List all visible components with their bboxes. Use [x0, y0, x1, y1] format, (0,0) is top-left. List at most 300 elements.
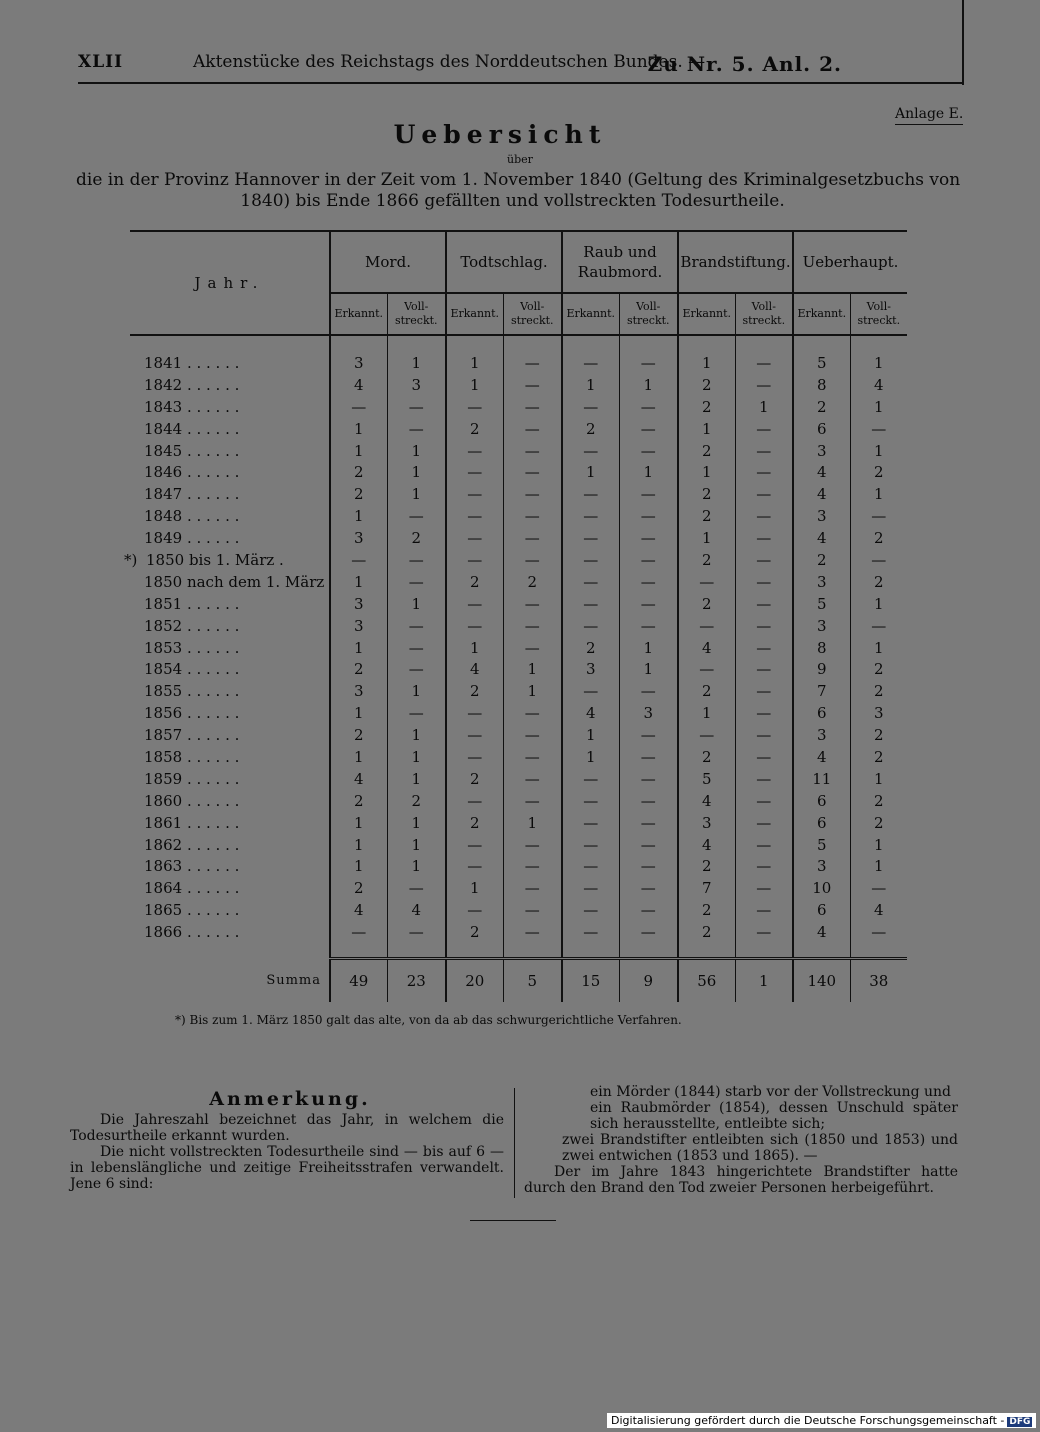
value-cell: — [619, 615, 678, 637]
year-cell [130, 615, 330, 637]
title-connector: über [507, 153, 533, 166]
table-row [130, 461, 907, 483]
year-label: 1864 . . . . . . [144, 879, 240, 898]
value-cell: 1 [850, 768, 907, 790]
value-cell: 2 [387, 790, 446, 812]
value-cell: 1 [330, 855, 387, 877]
value-cell: — [735, 899, 793, 921]
subheader-vollstreckt: Voll-streckt. [735, 293, 793, 335]
year-cell [130, 877, 330, 899]
year-cell [130, 440, 330, 462]
value-cell: — [446, 483, 503, 505]
summa-value: 56 [678, 959, 735, 1003]
table-row [130, 834, 907, 856]
value-cell: — [503, 768, 562, 790]
year-label: 1847 . . . . . . [144, 485, 240, 504]
value-cell: — [619, 680, 678, 702]
value-cell: — [562, 877, 619, 899]
value-cell: — [619, 746, 678, 768]
year-label: 1844 . . . . . . [144, 419, 240, 438]
value-cell: — [562, 680, 619, 702]
value-cell: 6 [793, 418, 850, 440]
value-cell: 1 [330, 571, 387, 593]
year-cell [130, 899, 330, 921]
remark-paragraph: Die Jahreszahl bezeichnet das Jahr, in welchem die Todesurtheile erkannt wurden. [70, 1112, 504, 1144]
value-cell: 4 [793, 483, 850, 505]
value-cell: — [503, 855, 562, 877]
value-cell: 4 [446, 658, 503, 680]
value-cell: 3 [330, 593, 387, 615]
value-cell: 4 [793, 746, 850, 768]
year-label: 1843 . . . . . . [144, 397, 240, 416]
value-cell: 2 [446, 921, 503, 943]
value-cell: — [619, 418, 678, 440]
year-cell [130, 921, 330, 943]
value-cell: — [503, 899, 562, 921]
year-label: 1855 . . . . . . [144, 682, 240, 701]
value-cell: 4 [330, 899, 387, 921]
value-cell: 1 [850, 440, 907, 462]
table-row [130, 768, 907, 790]
value-cell: — [850, 921, 907, 943]
value-cell: — [503, 921, 562, 943]
value-cell: — [330, 549, 387, 571]
value-cell: — [387, 877, 446, 899]
value-cell: 3 [330, 335, 387, 374]
table-row [130, 637, 907, 659]
value-cell: — [735, 549, 793, 571]
year-label: 1848 . . . . . . [144, 507, 240, 526]
value-cell: 3 [793, 571, 850, 593]
value-cell: 4 [562, 702, 619, 724]
running-title: Aktenstücke des Reichstags des Norddeutschen Bundes. — [193, 52, 706, 72]
value-cell: 2 [850, 790, 907, 812]
table-row [130, 746, 907, 768]
year-label: 1860 . . . . . . [144, 791, 240, 810]
value-cell: 3 [619, 702, 678, 724]
value-cell: — [387, 615, 446, 637]
value-cell: 2 [678, 374, 735, 396]
year-label: 1858 . . . . . . [144, 747, 240, 766]
page-header [78, 52, 962, 82]
value-cell: — [503, 637, 562, 659]
value-cell: — [619, 335, 678, 374]
value-cell: 4 [330, 768, 387, 790]
value-cell: — [446, 855, 503, 877]
value-cell: — [562, 527, 619, 549]
footnote: *) Bis zum 1. März 1850 galt das alte, von da ab das schwurgerichtliche Verfahren. [175, 1013, 682, 1027]
value-cell: 1 [387, 335, 446, 374]
value-cell: — [387, 549, 446, 571]
value-cell: 1 [678, 418, 735, 440]
value-cell: 2 [678, 921, 735, 943]
value-cell: 2 [793, 549, 850, 571]
value-cell: 1 [562, 746, 619, 768]
summa-value: 140 [793, 959, 850, 1003]
value-cell: — [503, 549, 562, 571]
summa-value: 15 [562, 959, 619, 1003]
remark-line: zwei Brandstifter entleibten sich (1850 und 1853) und zwei entwichen (1853 und 1865). — [562, 1132, 958, 1164]
footer-text: Digitalisierung gefördert durch die Deutsche Forschungsgemeinschaft - [611, 1414, 1005, 1427]
value-cell: — [562, 834, 619, 856]
value-cell: 1 [387, 768, 446, 790]
value-cell: 1 [446, 877, 503, 899]
value-cell: 2 [678, 746, 735, 768]
value-cell: — [619, 527, 678, 549]
value-cell: — [503, 335, 562, 374]
subheader-erkannt: Erkannt. [446, 293, 503, 335]
year-cell [130, 812, 330, 834]
value-cell: — [503, 396, 562, 418]
value-cell: — [735, 335, 793, 374]
summa-value: 5 [503, 959, 562, 1003]
value-cell: 2 [330, 483, 387, 505]
separator-cell [446, 943, 503, 959]
value-cell: 7 [793, 680, 850, 702]
summa-value: 1 [735, 959, 793, 1003]
remark-paragraph: Die nicht vollstreckten Todesurtheile sind — bis auf 6 — in lebenslängliche und zeitige Freiheitsstrafen verwandelt. Jene 6 sind: [70, 1144, 504, 1192]
year-cell [130, 374, 330, 396]
value-cell: 2 [850, 658, 907, 680]
value-cell: 1 [619, 658, 678, 680]
table-row [130, 615, 907, 637]
value-cell: — [503, 505, 562, 527]
value-cell: 3 [793, 724, 850, 746]
value-cell: — [446, 505, 503, 527]
value-cell: 4 [330, 374, 387, 396]
value-cell: 1 [503, 812, 562, 834]
value-cell: 2 [562, 637, 619, 659]
value-cell: 2 [678, 505, 735, 527]
value-cell: 4 [850, 374, 907, 396]
value-cell: — [619, 505, 678, 527]
table-row [130, 440, 907, 462]
value-cell: 1 [387, 812, 446, 834]
value-cell: 6 [793, 702, 850, 724]
value-cell: — [619, 855, 678, 877]
value-cell: 1 [387, 855, 446, 877]
value-cell: 1 [850, 483, 907, 505]
table-row [130, 921, 907, 943]
value-cell: — [735, 855, 793, 877]
subtitle-line-1: die in der Provinz Hannover in der Zeit vom 1. November 1840 (Geltung des Kriminalgesetzbuchs von [76, 170, 961, 190]
separator-cell [387, 943, 446, 959]
value-cell: 3 [793, 855, 850, 877]
table-row [130, 812, 907, 834]
year-label: 1866 . . . . . . [144, 923, 240, 942]
group-header-todtschlag: Todtschlag. [446, 231, 562, 293]
value-cell: — [735, 768, 793, 790]
value-cell: 1 [678, 702, 735, 724]
value-cell: 1 [330, 637, 387, 659]
value-cell: — [330, 396, 387, 418]
value-cell: 1 [387, 593, 446, 615]
year-cell [130, 483, 330, 505]
value-cell: — [446, 396, 503, 418]
value-cell: 1 [619, 374, 678, 396]
value-cell: 8 [793, 374, 850, 396]
value-cell: — [503, 593, 562, 615]
subheader-erkannt: Erkannt. [562, 293, 619, 335]
value-cell: — [735, 680, 793, 702]
value-cell: — [562, 899, 619, 921]
value-cell: 3 [330, 615, 387, 637]
table-row [130, 593, 907, 615]
summa-value: 23 [387, 959, 446, 1003]
year-label: 1849 . . . . . . [144, 529, 240, 548]
summa-value: 38 [850, 959, 907, 1003]
value-cell: 1 [562, 461, 619, 483]
value-cell: — [503, 461, 562, 483]
year-cell [130, 527, 330, 549]
value-cell: 5 [678, 768, 735, 790]
value-cell: — [562, 335, 619, 374]
table-row [130, 505, 907, 527]
value-cell: — [619, 834, 678, 856]
value-cell: — [562, 593, 619, 615]
year-cell [130, 702, 330, 724]
value-cell: — [735, 812, 793, 834]
page-number: XLII [78, 52, 124, 72]
value-cell: — [850, 615, 907, 637]
value-cell: — [562, 396, 619, 418]
value-cell: 1 [850, 396, 907, 418]
value-cell: — [503, 834, 562, 856]
document-reference: Zu Nr. 5. Anl. 2. [647, 52, 842, 76]
value-cell: — [503, 483, 562, 505]
remark-paragraph: Der im Jahre 1843 hingerichtete Brandstifter hatte durch den Brand den Tod zweier Personen herbeigeführt. [524, 1164, 958, 1196]
value-cell: 1 [619, 637, 678, 659]
value-cell: 3 [330, 680, 387, 702]
value-cell: — [446, 834, 503, 856]
summa-label: Summa [266, 972, 321, 988]
value-cell: 1 [387, 680, 446, 702]
year-cell [130, 637, 330, 659]
value-cell: 2 [387, 527, 446, 549]
value-cell: 4 [387, 899, 446, 921]
value-cell: 4 [678, 637, 735, 659]
year-label: 1853 . . . . . . [144, 638, 240, 657]
value-cell: — [735, 921, 793, 943]
year-label: 1859 . . . . . . [144, 769, 240, 788]
value-cell: 6 [793, 899, 850, 921]
value-cell: 1 [330, 834, 387, 856]
year-cell [130, 834, 330, 856]
table-row [130, 855, 907, 877]
summa-separator [130, 943, 907, 959]
year-label: 1862 . . . . . . [144, 835, 240, 854]
subheader-vollstreckt: Voll-streckt. [619, 293, 678, 335]
value-cell: — [735, 505, 793, 527]
table-row [130, 335, 907, 374]
value-cell: 7 [678, 877, 735, 899]
value-cell: — [446, 461, 503, 483]
value-cell: — [387, 658, 446, 680]
value-cell: 1 [562, 374, 619, 396]
summa-value: 20 [446, 959, 503, 1003]
value-cell: 1 [850, 855, 907, 877]
value-cell: — [503, 877, 562, 899]
value-cell: — [446, 549, 503, 571]
value-cell: — [562, 615, 619, 637]
subheader-vollstreckt: Voll-streckt. [850, 293, 907, 335]
annex-label: Anlage E. [895, 106, 964, 122]
value-cell: 2 [446, 680, 503, 702]
value-cell: 4 [678, 790, 735, 812]
value-cell: — [503, 418, 562, 440]
value-cell: 2 [678, 855, 735, 877]
year-label: 1851 . . . . . . [144, 594, 240, 613]
value-cell: 2 [330, 790, 387, 812]
value-cell: — [446, 746, 503, 768]
value-cell: — [735, 461, 793, 483]
group-header-raub: Raub und Raubmord. [562, 231, 678, 293]
year-cell [130, 461, 330, 483]
year-label: 1841 . . . . . . [144, 353, 240, 372]
separator-cell [503, 943, 562, 959]
table-row [130, 527, 907, 549]
value-cell: 1 [678, 461, 735, 483]
value-cell: — [678, 571, 735, 593]
value-cell: — [446, 440, 503, 462]
dfg-logo: DFG [1009, 1417, 1031, 1427]
value-cell: — [562, 855, 619, 877]
value-cell: 1 [678, 335, 735, 374]
value-cell: — [562, 571, 619, 593]
value-cell: — [619, 921, 678, 943]
death-sentence-table [124, 230, 907, 1002]
value-cell: 3 [793, 505, 850, 527]
value-cell: 1 [330, 418, 387, 440]
value-cell: 3 [793, 440, 850, 462]
group-header-ueberhaupt: Ueberhaupt. [793, 231, 907, 293]
year-cell [130, 505, 330, 527]
value-cell: 8 [793, 637, 850, 659]
separator-cell [793, 943, 850, 959]
column-separator [514, 1088, 515, 1198]
table-row [130, 899, 907, 921]
digitization-footer [607, 1413, 1036, 1428]
value-cell: — [503, 440, 562, 462]
subheader-erkannt: Erkannt. [678, 293, 735, 335]
value-cell: — [735, 702, 793, 724]
value-cell: — [619, 440, 678, 462]
value-cell: — [562, 812, 619, 834]
value-cell: 1 [446, 374, 503, 396]
value-cell: 1 [850, 834, 907, 856]
value-cell: — [735, 615, 793, 637]
value-cell: — [446, 724, 503, 746]
subtitle-line-2: 1840) bis Ende 1866 gefällten und vollstreckten Todesurtheile. [240, 191, 785, 211]
value-cell: 11 [793, 768, 850, 790]
table-row [130, 680, 907, 702]
table-row [130, 483, 907, 505]
table-row [130, 790, 907, 812]
table-row [130, 877, 907, 899]
value-cell: 4 [678, 834, 735, 856]
year-label: 1857 . . . . . . [144, 726, 240, 745]
value-cell: — [850, 418, 907, 440]
value-cell: 2 [562, 418, 619, 440]
value-cell: 2 [678, 440, 735, 462]
value-cell: 10 [793, 877, 850, 899]
value-cell: 1 [387, 746, 446, 768]
value-cell: — [446, 527, 503, 549]
value-cell: — [562, 790, 619, 812]
value-cell: — [446, 615, 503, 637]
value-cell: — [503, 702, 562, 724]
value-cell: 3 [562, 658, 619, 680]
year-cell [130, 593, 330, 615]
separator-cell [678, 943, 735, 959]
value-cell: 1 [387, 834, 446, 856]
header-rule [78, 82, 962, 84]
table-row [130, 571, 907, 593]
separator-cell [562, 943, 619, 959]
value-cell: 4 [850, 899, 907, 921]
value-cell: 1 [446, 637, 503, 659]
value-cell: 2 [446, 812, 503, 834]
value-cell: 2 [793, 396, 850, 418]
value-cell: 5 [793, 593, 850, 615]
value-cell: — [446, 899, 503, 921]
remark-title: Anmerkung. [209, 1088, 371, 1110]
value-cell: 1 [503, 680, 562, 702]
value-cell: 9 [793, 658, 850, 680]
table-row [130, 418, 907, 440]
end-rule [470, 1220, 556, 1221]
year-cell [130, 396, 330, 418]
value-cell: — [503, 790, 562, 812]
value-cell: — [387, 396, 446, 418]
summa-value: 49 [330, 959, 387, 1003]
value-cell: — [735, 483, 793, 505]
value-cell: — [619, 724, 678, 746]
value-cell: — [735, 593, 793, 615]
value-cell: — [735, 527, 793, 549]
value-cell: — [387, 637, 446, 659]
value-cell: — [735, 440, 793, 462]
value-cell: 2 [678, 593, 735, 615]
year-label: 1842 . . . . . . [144, 375, 240, 394]
year-cell [124, 549, 330, 571]
value-cell: — [503, 374, 562, 396]
value-cell: — [850, 549, 907, 571]
table-row [130, 374, 907, 396]
value-cell: 1 [330, 505, 387, 527]
value-cell: — [387, 418, 446, 440]
value-cell: — [735, 374, 793, 396]
summa-value: 9 [619, 959, 678, 1003]
value-cell: — [562, 505, 619, 527]
separator-cell [130, 943, 330, 959]
value-cell: 2 [850, 746, 907, 768]
value-cell: 1 [678, 527, 735, 549]
page-edge-rule [962, 0, 964, 85]
value-cell: — [503, 615, 562, 637]
value-cell: — [619, 571, 678, 593]
value-cell: — [678, 658, 735, 680]
value-cell: — [503, 746, 562, 768]
value-cell: — [562, 440, 619, 462]
year-label: 1854 . . . . . . [144, 660, 240, 679]
value-cell: — [387, 702, 446, 724]
value-cell: 1 [387, 724, 446, 746]
value-cell: — [503, 527, 562, 549]
value-cell: 2 [446, 571, 503, 593]
table-body [124, 335, 907, 1002]
year-cell [130, 680, 330, 702]
